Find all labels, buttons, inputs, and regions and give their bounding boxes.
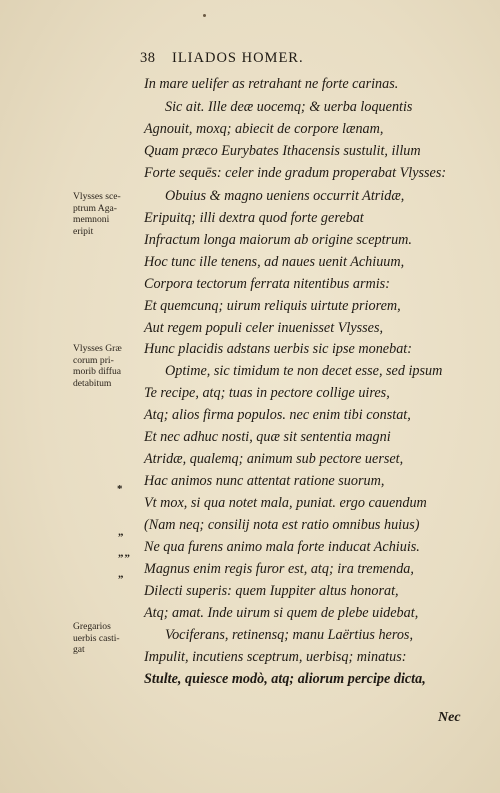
verse-line: Vociferans, retinensq; manu Laërtius heros,	[165, 627, 414, 643]
verse-line: Aut regem populi celer inuenisset Vlysses,	[144, 320, 384, 336]
verse-line: Quam præco Eurybates Ithacensis sustulit, illum	[144, 143, 421, 159]
running-title: ILIADOS HOMER.	[172, 50, 304, 66]
verse-line: Hac animos nunc attentat ratione suorum,	[144, 473, 385, 489]
margin-note: Vlysses Græ corum pri- morib diffua detabitum	[73, 343, 122, 389]
verse-line: Atq; amat. Inde uirum si quem de plebe uidebat,	[144, 605, 419, 621]
verse-line: Sic ait. Ille deæ uocemq; & uerba loquentis	[165, 99, 413, 115]
verse-line: Corpora tectorum ferrata nitentibus armis:	[144, 276, 390, 292]
verse-line: Stulte, quiesce modò, atq; aliorum percipe dicta,	[144, 671, 426, 687]
verse-line: Obuius & magno ueniens occurrit Atridæ,	[165, 188, 405, 204]
verse-line: Ne qua furens animo mala forte inducat Achiuis.	[144, 539, 420, 555]
verse-line: Te recipe, atq; tuas in pectore collige uires,	[144, 385, 390, 401]
margin-note: Gregarios uerbis casti- gat	[73, 621, 120, 655]
verse-line: Et nec adhuc nosti, quæ sit sententia magni	[144, 429, 391, 445]
verse-line: Eripuitq; illi dextra quod forte gerebat	[144, 210, 364, 226]
verse-line: Vt mox, si qua notet mala, puniat. ergo cauendum	[144, 495, 427, 511]
quotation-marker: „„	[118, 547, 131, 559]
verse-line: Infractum longa maiorum ab origine sceptrum.	[144, 232, 412, 248]
margin-asterisk: *	[117, 483, 124, 495]
verse-line: Atq; alios firma populos. nec enim tibi constat,	[144, 407, 411, 423]
verse-line: Dilecti superis: quem Iuppiter altus honorat,	[144, 583, 399, 599]
quotation-marker: „	[118, 568, 125, 580]
verse-line: In mare uelifer as retrahant ne forte carinas.	[144, 76, 399, 92]
quotation-marker: „	[118, 526, 125, 538]
page-number: 38	[140, 50, 156, 66]
verse-line: Magnus enim regis furor est, atq; ira tremenda,	[144, 561, 414, 577]
verse-line: Forte sequēs: celer inde gradum properabat Vlysses:	[144, 165, 447, 181]
verse-line: (Nam neq; consilij nota est ratio omnibus huius)	[144, 517, 420, 533]
page-speck	[203, 14, 206, 17]
verse-line: Hunc placidis adstans uerbis sic ipse monebat:	[144, 341, 412, 357]
verse-line: Optime, sic timidum te non decet esse, sed ipsum	[165, 363, 443, 379]
verse-line: Hoc tunc ille tenens, ad naues uenit Achiuum,	[144, 254, 405, 270]
margin-note: Vlysses sce- ptrum Aga- memnoni eripit	[73, 191, 121, 237]
verse-line: Et quemcunq; uirum reliquis uirtute priorem,	[144, 298, 401, 314]
verse-line: Atridæ, qualemq; animum sub pectore uerset,	[144, 451, 404, 467]
verse-line: Impulit, incutiens sceptrum, uerbisq; minatus:	[144, 649, 407, 665]
verse-line: Agnouit, moxq; abiecit de corpore lænam,	[144, 121, 384, 137]
catchword: Nec	[438, 710, 461, 725]
